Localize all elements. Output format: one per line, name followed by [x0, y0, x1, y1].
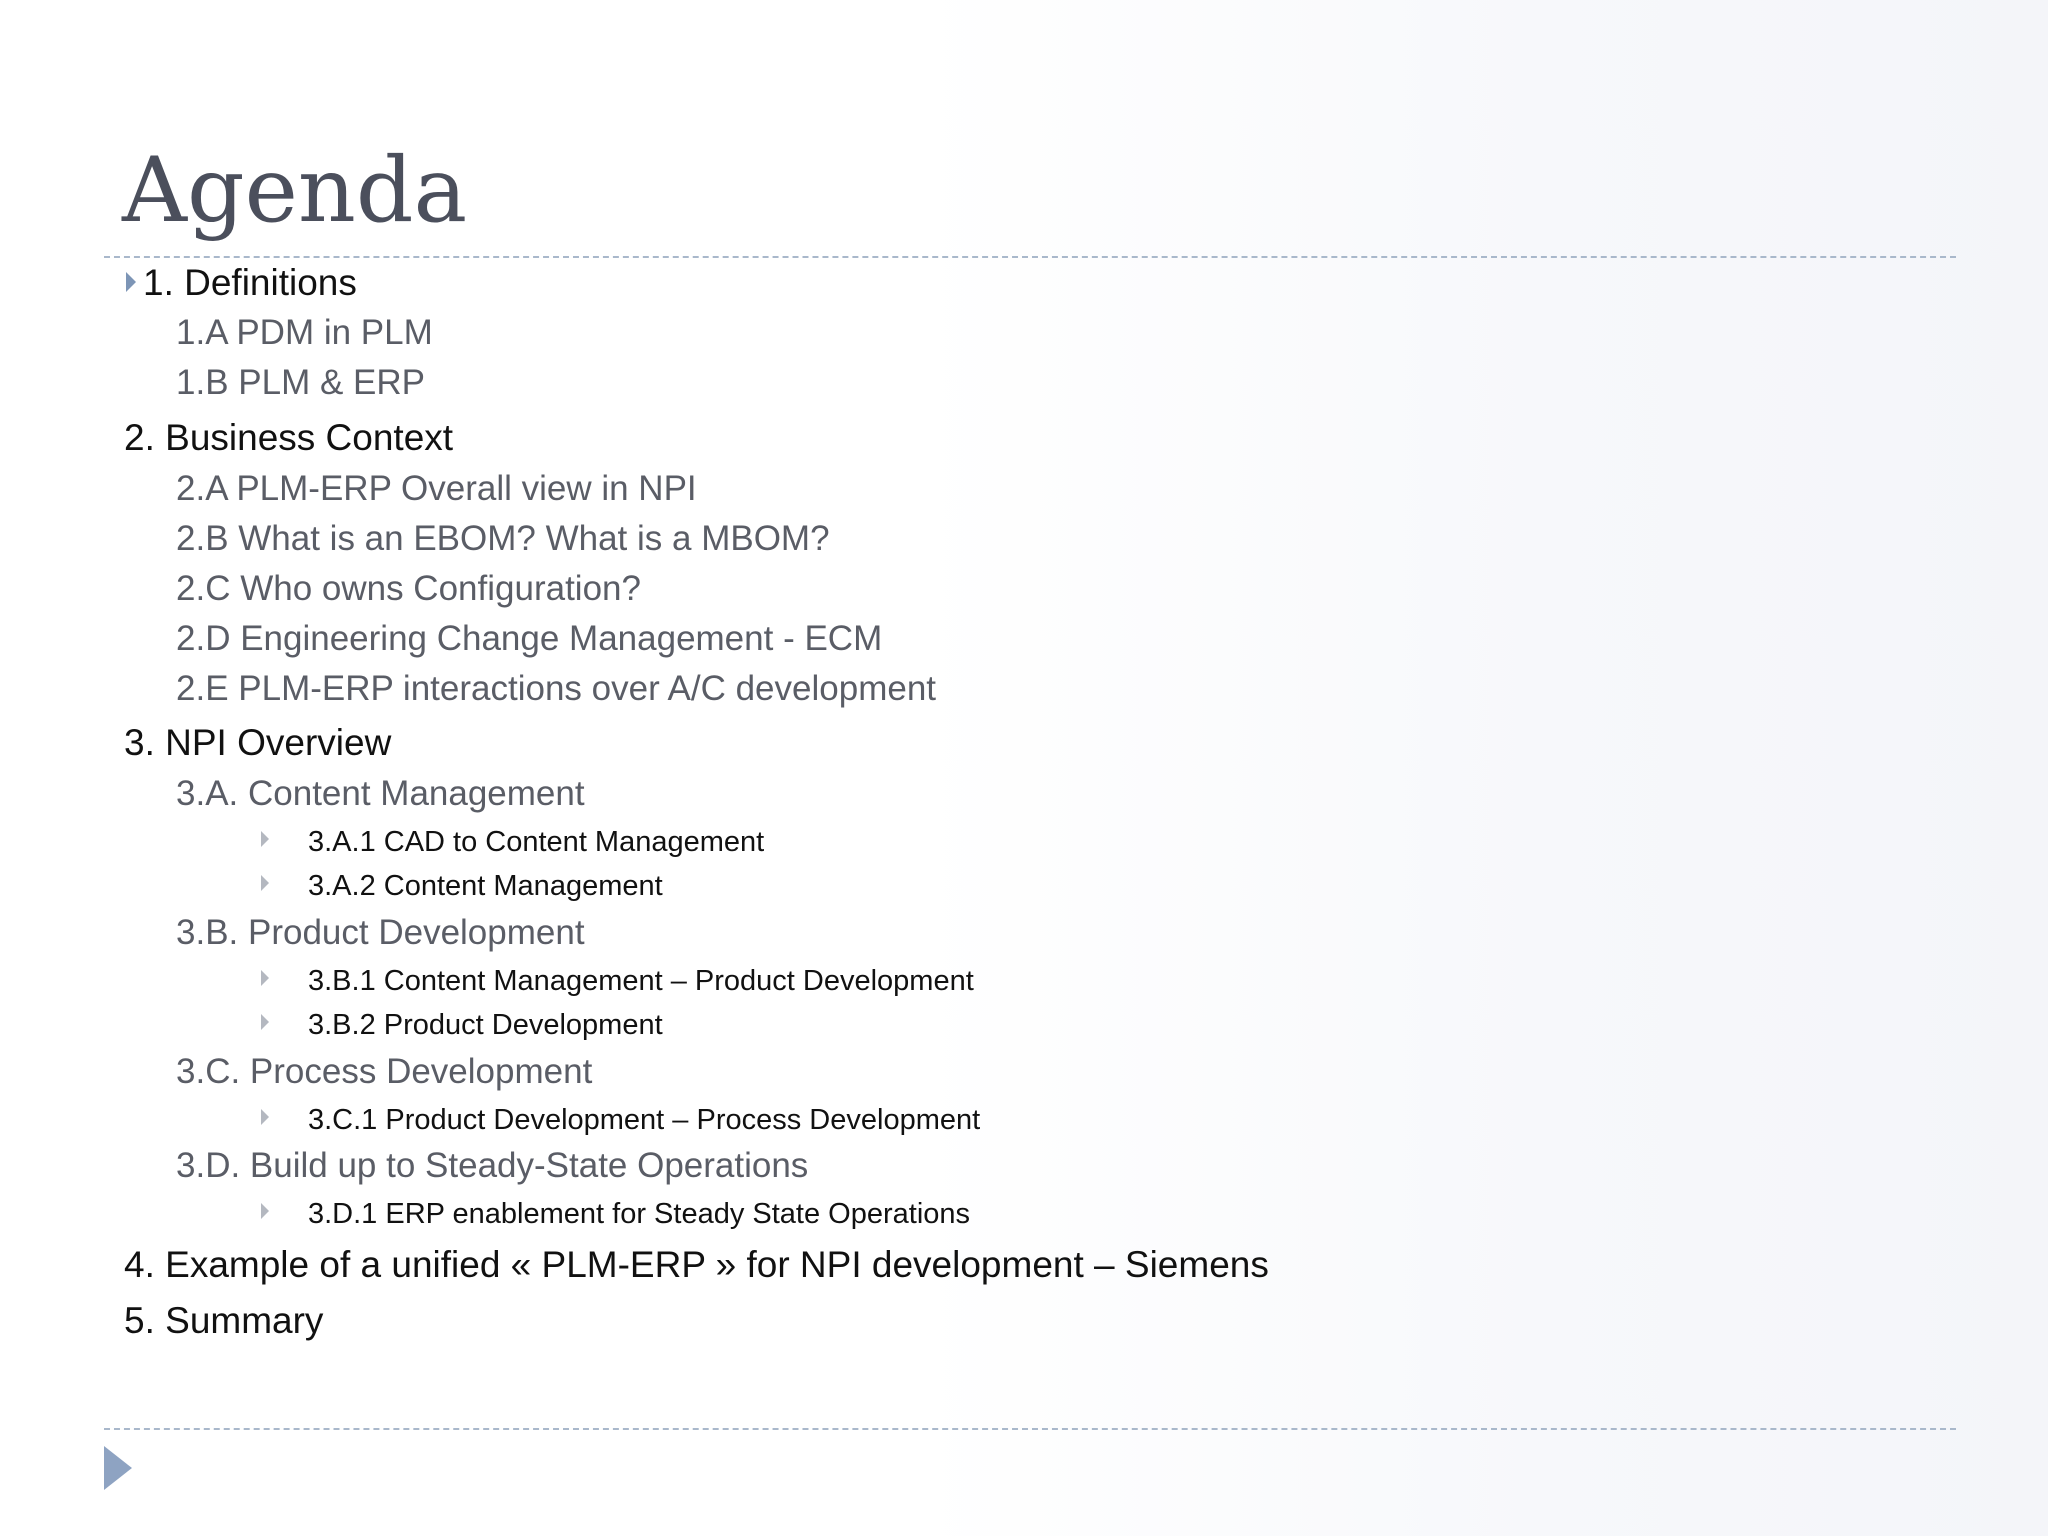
- agenda-subitem-2a: 2.A PLM-ERP Overall view in NPI: [176, 469, 697, 508]
- agenda-subitem-1b: 1.B PLM & ERP: [176, 363, 425, 402]
- agenda-item-summary: 5. Summary: [124, 1300, 324, 1341]
- agenda-item-business-context: 2. Business Context: [124, 417, 454, 458]
- agenda-item-npi-overview: 3. NPI Overview: [124, 722, 392, 763]
- triangle-right-icon: [261, 1203, 269, 1219]
- triangle-right-icon: [126, 272, 136, 292]
- agenda-subitem-1a: 1.A PDM in PLM: [176, 313, 433, 352]
- triangle-right-icon: [104, 1446, 132, 1490]
- agenda-item-siemens-example: 4. Example of a unified « PLM-ERP » for NPI development – Siemens: [124, 1244, 1269, 1285]
- agenda-subsubitem-3d1: 3.D.1 ERP enablement for Steady State Operations: [308, 1198, 971, 1230]
- triangle-right-icon: [261, 1014, 269, 1030]
- agenda-subsubitem-3b2: 3.B.2 Product Development: [308, 1009, 663, 1041]
- agenda-subsubitem-3a2: 3.A.2 Content Management: [308, 870, 663, 902]
- triangle-right-icon: [261, 875, 269, 891]
- agenda-subitem-3b: 3.B. Product Development: [176, 913, 585, 952]
- agenda-subitem-2e: 2.E PLM-ERP interactions over A/C development: [176, 669, 937, 708]
- triangle-right-icon: [261, 1109, 269, 1125]
- slide-title: Agenda: [122, 138, 468, 243]
- agenda-subsubitem-3a1: 3.A.1 CAD to Content Management: [308, 826, 765, 858]
- triangle-right-icon: [261, 831, 269, 847]
- agenda-item-definitions: 1. Definitions: [143, 262, 357, 303]
- agenda-subsubitem-3c1: 3.C.1 Product Development – Process Development: [308, 1104, 981, 1136]
- agenda-subitem-3d: 3.D. Build up to Steady-State Operations: [176, 1146, 809, 1185]
- agenda-subitem-2d: 2.D Engineering Change Management - ECM: [176, 619, 883, 658]
- agenda-subitem-3a: 3.A. Content Management: [176, 774, 585, 813]
- agenda-subitem-2c: 2.C Who owns Configuration?: [176, 569, 641, 608]
- triangle-right-icon: [261, 970, 269, 986]
- agenda-subitem-3c: 3.C. Process Development: [176, 1052, 593, 1091]
- footer-divider: [104, 1428, 1956, 1430]
- agenda-subitem-2b: 2.B What is an EBOM? What is a MBOM?: [176, 519, 830, 558]
- agenda-subsubitem-3b1: 3.B.1 Content Management – Product Development: [308, 965, 974, 997]
